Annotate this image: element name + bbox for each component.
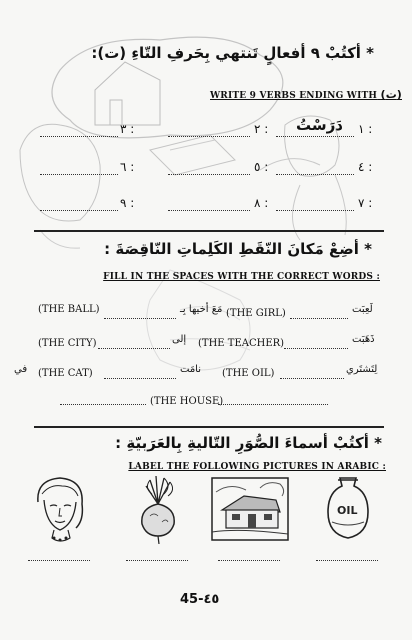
verb-item-8-line[interactable] xyxy=(168,210,250,211)
fill-line-4-blank[interactable] xyxy=(218,404,328,405)
verb-item-3-number: ٣ : xyxy=(120,122,135,136)
verb-item-8-number: ٨ : xyxy=(254,196,269,210)
oil-jar-label: OIL xyxy=(337,504,358,517)
page-number: 45-٤٥ xyxy=(180,592,220,607)
section1-title-english-text: WRITE 9 VERBS ENDING WITH xyxy=(210,91,378,101)
verb-item-1-number: ١ : xyxy=(358,122,373,136)
verb-item-4-number: ٤ : xyxy=(358,160,373,174)
verb-item-3-line[interactable] xyxy=(40,136,118,137)
fill-line-2-blank-1[interactable] xyxy=(284,348,348,349)
house-icon xyxy=(210,472,290,544)
fill-line-2-arabic-start: ذَهَبَت xyxy=(352,334,375,345)
fill-line-2-blank-2[interactable] xyxy=(98,348,170,349)
beet-icon xyxy=(128,472,188,544)
fill-line-3-arabic-mid: نامَت xyxy=(180,364,202,375)
picture-4-answer-line[interactable] xyxy=(316,560,378,561)
verb-item-9-number: ٩ : xyxy=(120,196,135,210)
section3-title-arabic: * أكتُبْ أسماءَ الصُّوَرِ التّاليةِ بِالعَرَبيّةِ : xyxy=(115,434,382,452)
verb-item-7-line[interactable] xyxy=(276,210,354,211)
section3-title-english: LABEL THE FOLLOWING PICTURES IN ARABIC : xyxy=(128,462,386,472)
fill-line-2-arabic-mid: إلى xyxy=(172,334,187,345)
verb-item-5-line[interactable] xyxy=(168,174,250,175)
verb-item-2-line[interactable] xyxy=(168,136,250,137)
fill-line-3-arabic-end: في xyxy=(14,364,28,375)
fill-line-1-arabic-start: لَعِبَت xyxy=(352,304,373,315)
fill-line-3-blank-2[interactable] xyxy=(104,378,176,379)
woman-face-icon xyxy=(30,472,90,544)
verb-item-1-line xyxy=(276,136,354,137)
fill-line-4-blank-2[interactable] xyxy=(60,404,146,405)
fill-line-1-hint-2: (THE BALL) xyxy=(38,304,100,315)
section2-title-arabic: * أضِعْ مَكانَ النّقَطِ الكَلِماتِ النّاقِصَةَ : xyxy=(104,240,372,258)
picture-3-answer-line[interactable] xyxy=(218,560,280,561)
verb-item-4-line[interactable] xyxy=(276,174,354,175)
fill-line-2-hint-1: (THE TEACHER) xyxy=(198,338,285,349)
section2-title-english: FILL IN THE SPACES WITH THE CORRECT WORDS : xyxy=(103,272,380,282)
section-divider-2 xyxy=(34,426,384,428)
fill-line-1-blank-2[interactable] xyxy=(104,318,176,319)
verb-item-2-number: ٢ : xyxy=(254,122,269,136)
verb-item-1-answer[interactable]: دَرَسْتُ xyxy=(296,116,343,134)
verb-item-9-line[interactable] xyxy=(40,210,118,211)
picture-1-answer-line[interactable] xyxy=(28,560,90,561)
fill-line-4-hint: (THE HOUSE) xyxy=(150,396,224,407)
oil-jar-icon xyxy=(318,472,378,544)
fill-line-1-arabic-mid: مَعَ أخيها بِـ xyxy=(180,304,223,315)
fill-line-1-hint-1: (THE GIRL) xyxy=(226,308,286,319)
picture-2-answer-line[interactable] xyxy=(126,560,188,561)
fill-line-3-hint-2: (THE CAT) xyxy=(38,368,93,379)
fill-line-3-arabic-start: لِتَشتَري xyxy=(346,364,378,375)
verb-item-5-number: ٥ : xyxy=(254,160,269,174)
fill-line-2-hint-2: (THE CITY) xyxy=(38,338,97,349)
section1-title-english-letter: (ت) xyxy=(380,88,402,101)
verb-item-7-number: ٧ : xyxy=(358,196,373,210)
verb-item-6-number: ٦ : xyxy=(120,160,135,174)
fill-line-3-hint-1: (THE OIL) xyxy=(222,368,275,379)
verb-item-6-line[interactable] xyxy=(40,174,118,175)
fill-line-3-blank-1[interactable] xyxy=(280,378,344,379)
section-divider-1 xyxy=(34,230,384,232)
section1-title-english xyxy=(210,88,402,101)
section1-title-arabic: * أكتُبْ ٩ أفعالٍ تَنتهي بِحَرفِ التّاءِ (ت): xyxy=(91,44,374,62)
fill-line-1-blank-1[interactable] xyxy=(290,318,348,319)
